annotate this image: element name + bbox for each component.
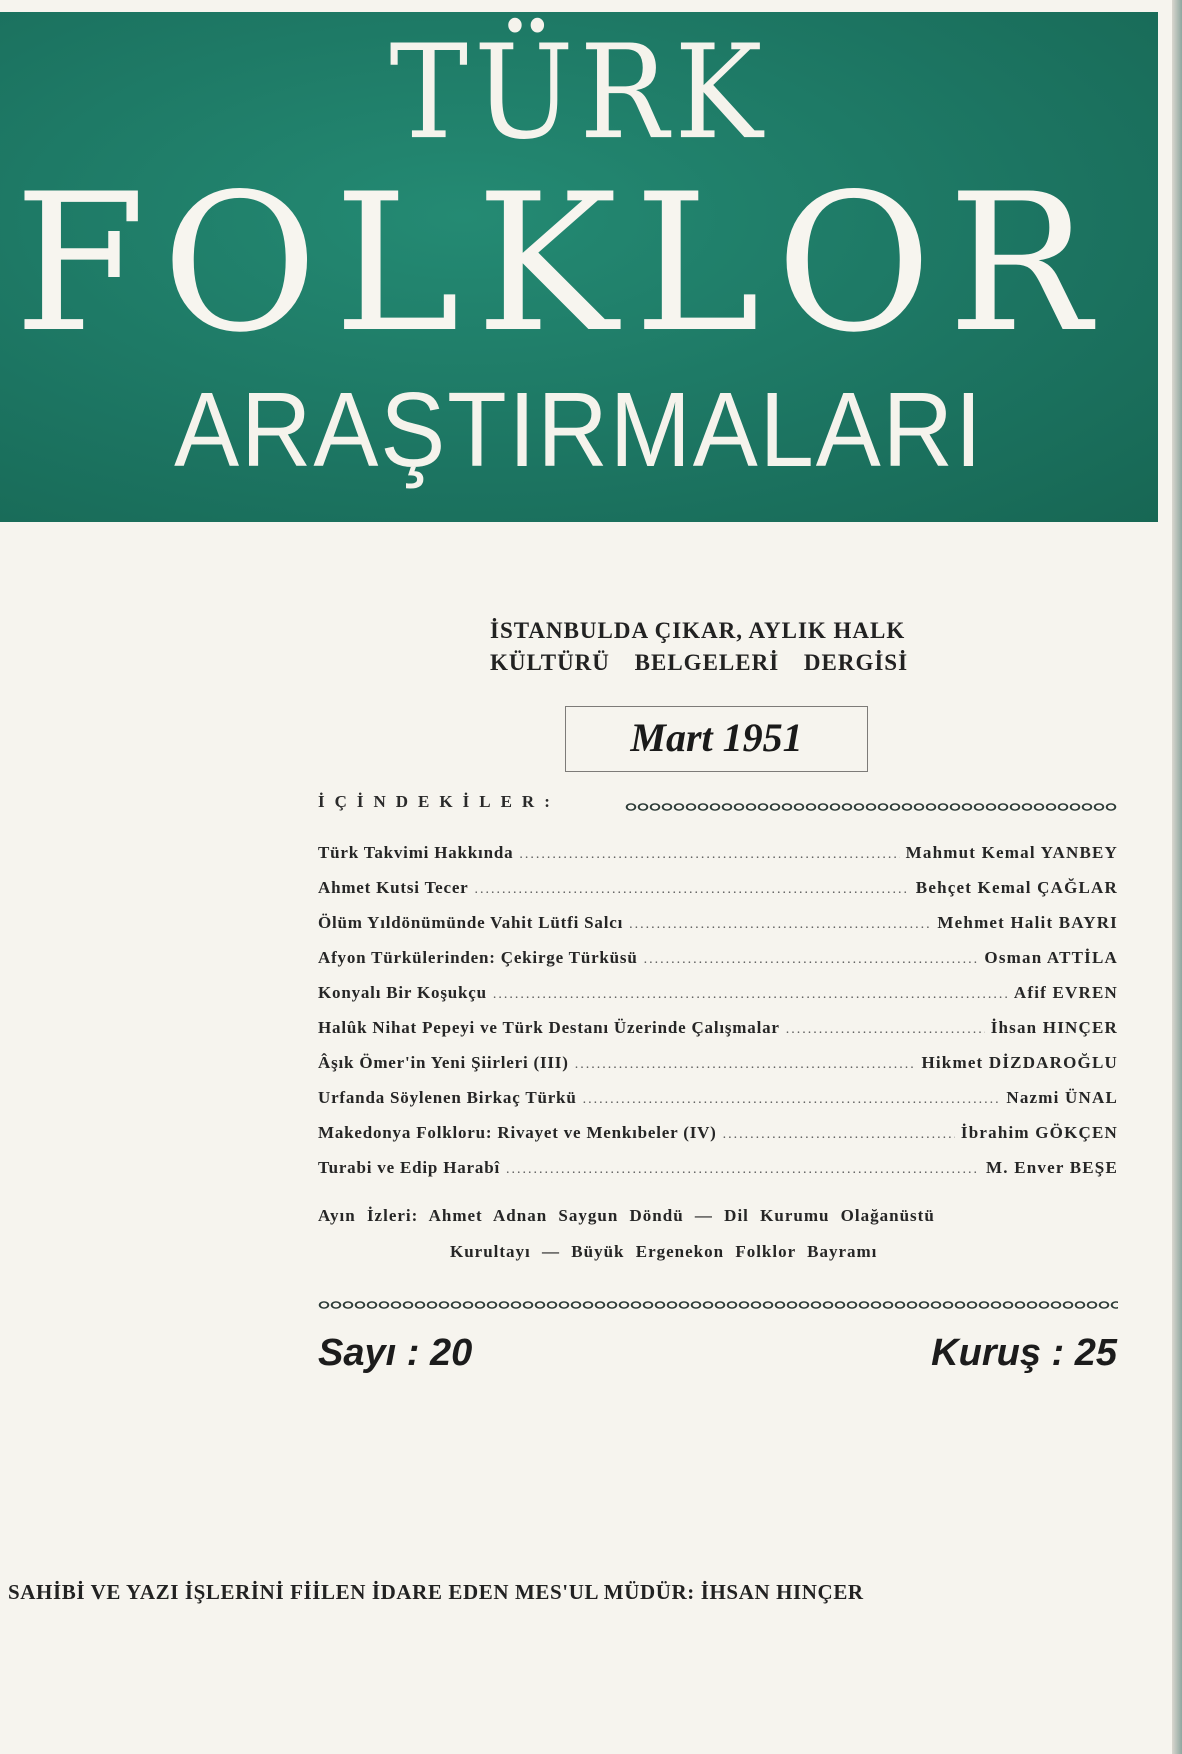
toc-entry-title: Konyalı Bir Koşukçu xyxy=(318,983,487,1002)
toc-monthly-notes-line-1: Ayın İzleri: Ahmet Adnan Saygun Döndü — Dil Kurumu Olağanüstü xyxy=(318,1206,935,1225)
subtitle-line-1: İSTANBULDA ÇIKAR, AYLIK HALK xyxy=(490,618,906,643)
toc-entry xyxy=(318,1088,1118,1123)
toc-entry-author: Osman ATTİLA xyxy=(984,948,1118,967)
toc-entry-author: Mahmut Kemal YANBEY xyxy=(905,843,1118,862)
masthead-title-folklor: FOLKLOR xyxy=(14,153,1107,374)
toc-entry xyxy=(318,948,1118,983)
chain-ornament-top xyxy=(625,800,1117,814)
toc-entry xyxy=(318,1123,1118,1158)
toc-entry-author: Nazmi ÜNAL xyxy=(1006,1088,1118,1107)
dot-leader xyxy=(519,847,899,863)
dot-leader xyxy=(475,882,910,898)
issue-date: Mart 1951 xyxy=(565,706,868,772)
toc-entry xyxy=(318,1158,1118,1193)
toc-entry-title: Afyon Türkülerinden: Çekirge Türküsü xyxy=(318,948,638,967)
toc-monthly-notes-line-2: Kurultayı — Büyük Ergenekon Folklor Bayramı xyxy=(450,1242,878,1261)
toc-entry-title: Ölüm Yıldönümünde Vahit Lütfi Salcı xyxy=(318,913,624,932)
toc-heading: İÇİNDEKİLER: xyxy=(318,792,560,811)
toc-entry xyxy=(318,983,1118,1018)
subtitle xyxy=(490,615,1010,679)
dot-leader xyxy=(644,952,979,968)
toc-entry-author: M. Enver BEŞE xyxy=(986,1158,1118,1177)
toc-entry-title: Urfanda Söylenen Birkaç Türkü xyxy=(318,1088,577,1107)
masthead-banner xyxy=(0,12,1158,522)
toc-entry-author: Behçet Kemal ÇAĞLAR xyxy=(915,878,1118,897)
toc-entry xyxy=(318,1018,1118,1053)
toc-entry-author: Hikmet DİZDAROĞLU xyxy=(921,1053,1118,1072)
chain-ornament-bottom xyxy=(318,1297,1118,1313)
toc-entry-author: Afif EVREN xyxy=(1013,983,1118,1002)
toc-entry xyxy=(318,843,1118,878)
page-edge xyxy=(1172,0,1182,1754)
masthead-title-turk: TÜRK xyxy=(389,16,769,168)
toc-entry-monthly-notes xyxy=(318,1198,1118,1270)
toc-entry-author: İbrahim GÖKÇEN xyxy=(960,1123,1118,1142)
dot-leader xyxy=(575,1057,916,1073)
subtitle-line-2: KÜLTÜRÜ BELGELERİ DERGİSİ xyxy=(490,650,909,675)
toc-entry xyxy=(318,1053,1118,1088)
dot-leader xyxy=(723,1127,955,1143)
toc-entry xyxy=(318,913,1118,948)
toc-entry-title: Turabi ve Edip Harabî xyxy=(318,1158,500,1177)
toc-entry-author: İhsan HINÇER xyxy=(990,1018,1118,1037)
issue-price: Kuruş : 25 xyxy=(931,1332,1117,1374)
toc-entry xyxy=(318,878,1118,913)
toc-entry-title: Türk Takvimi Hakkında xyxy=(318,843,514,862)
toc-entry-title: Halûk Nihat Pepeyi ve Türk Destanı Üzerinde Çalışmalar xyxy=(318,1018,780,1037)
dot-leader xyxy=(629,917,931,933)
table-of-contents xyxy=(318,843,1118,1193)
masthead-title-arastirmalari: ARAŞTIRMALARI xyxy=(174,371,984,489)
publisher-footer: SAHİBİ VE YAZI İŞLERİNİ FİİLEN İDARE EDEN MES'UL MÜDÜR: İHSAN HINÇER xyxy=(8,1580,864,1604)
toc-entry-author: Mehmet Halit BAYRI xyxy=(937,913,1118,932)
toc-entry-title: Âşık Ömer'in Yeni Şiirleri (III) xyxy=(318,1053,569,1072)
dot-leader xyxy=(583,1092,1001,1108)
dot-leader xyxy=(506,1162,980,1178)
toc-entry-title: Makedonya Folkloru: Rivayet ve Menkıbeler (IV) xyxy=(318,1123,717,1142)
issue-number: Sayı : 20 xyxy=(318,1332,473,1374)
dot-leader xyxy=(493,987,1008,1003)
dot-leader xyxy=(786,1022,985,1038)
toc-entry-title: Ahmet Kutsi Tecer xyxy=(318,878,469,897)
